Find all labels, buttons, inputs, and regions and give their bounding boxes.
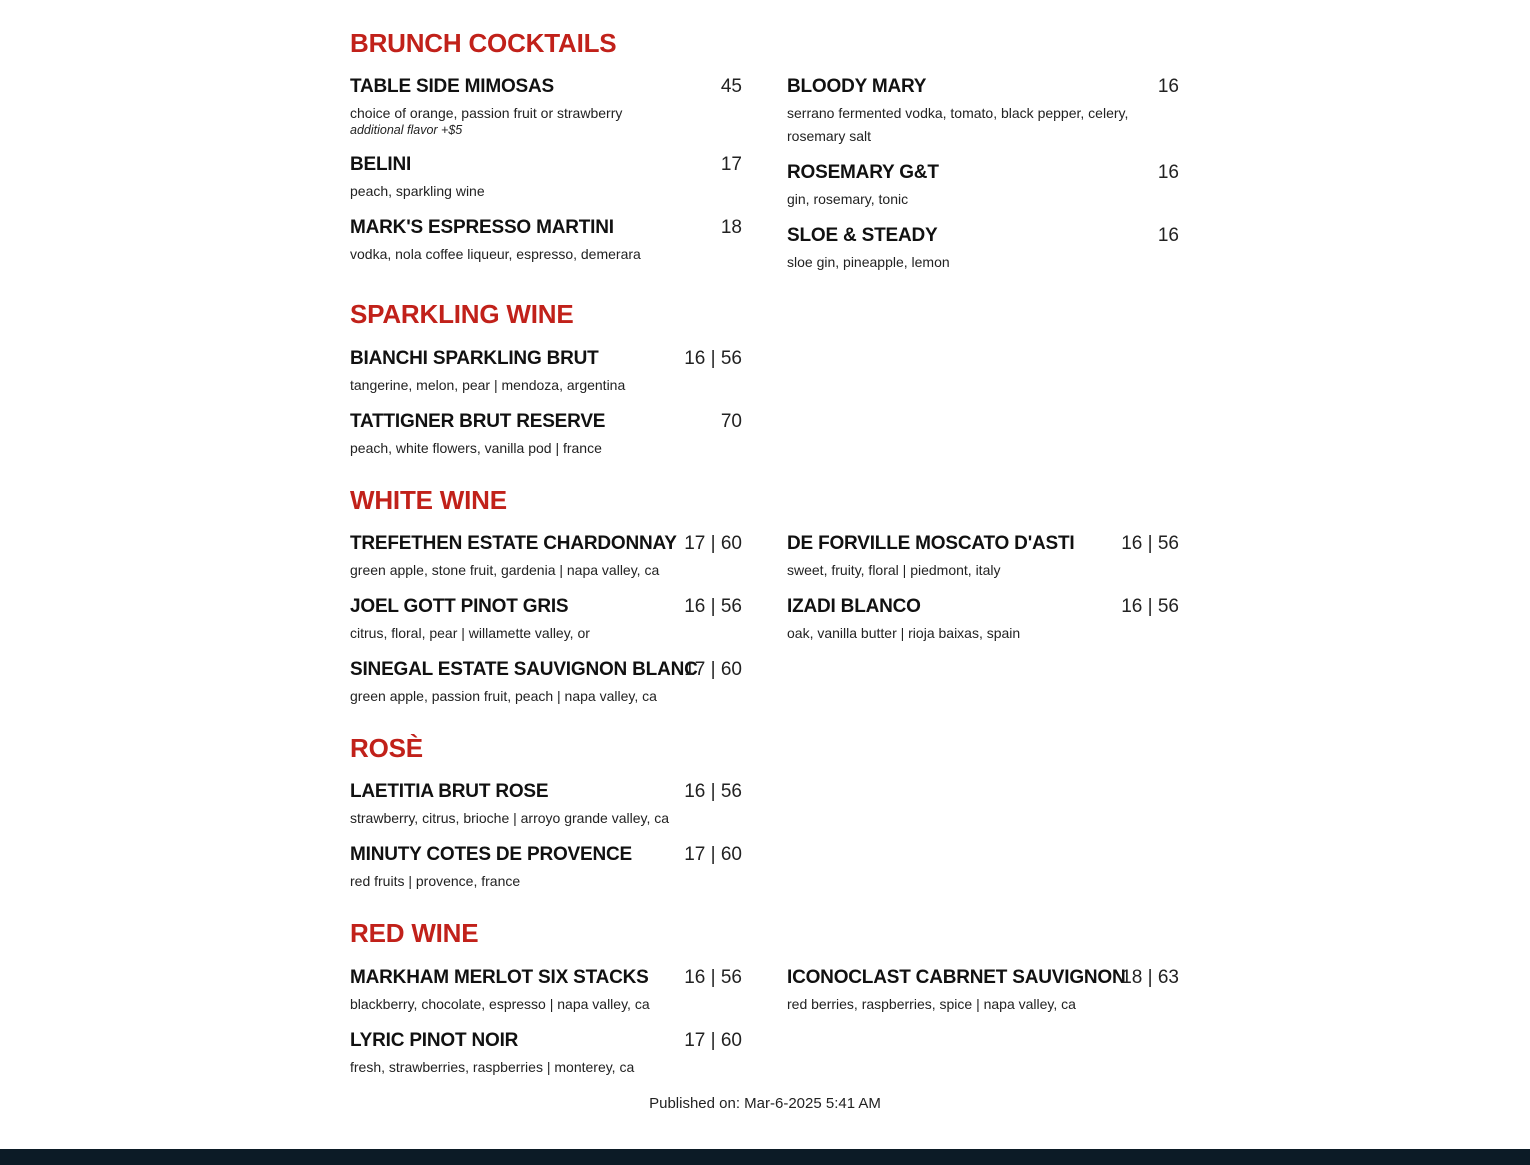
- menu-item: [350, 411, 742, 459]
- item-description: strawberry, citrus, brioche | arroyo grande valley, ca: [350, 810, 670, 826]
- section-title: ROSÈ: [350, 733, 423, 763]
- menu-item: [787, 162, 1179, 210]
- menu-item: [350, 76, 742, 140]
- item-name: MARKHAM MERLOT SIX STACKS: [350, 967, 649, 988]
- item-name: SINEGAL ESTATE SAUVIGNON BLANC: [350, 659, 698, 680]
- menu-item: [350, 533, 742, 581]
- menu-item: [350, 844, 742, 892]
- item-description: fresh, strawberries, raspberries | monterey, ca: [350, 1059, 635, 1075]
- item-description: serrano fermented vodka, tomato, black pepper, celery, rosemary salt: [787, 105, 1129, 144]
- item-description: citrus, floral, pear | willamette valley, or: [350, 625, 590, 641]
- item-description: red berries, raspberries, spice | napa valley, ca: [787, 996, 1076, 1012]
- menu-item: [350, 781, 742, 829]
- item-description: peach, sparkling wine: [350, 183, 485, 199]
- item-price: 16 | 56: [684, 348, 742, 369]
- item-description: gin, rosemary, tonic: [787, 191, 909, 207]
- item-description: blackberry, chocolate, espresso | napa valley, ca: [350, 996, 650, 1012]
- item-name: TABLE SIDE MIMOSAS: [350, 76, 554, 97]
- item-description: sloe gin, pineapple, lemon: [787, 254, 950, 270]
- item-price: 16: [1157, 225, 1179, 246]
- item-description: choice of orange, passion fruit or strawberry: [350, 105, 623, 121]
- item-name: IZADI BLANCO: [787, 596, 921, 617]
- item-price: 45: [720, 76, 742, 97]
- item-description: green apple, stone fruit, gardenia | napa valley, ca: [350, 562, 660, 578]
- menu-item: [350, 596, 742, 644]
- item-description: sweet, fruity, floral | piedmont, italy: [787, 562, 1001, 578]
- item-name: BIANCHI SPARKLING BRUT: [350, 348, 599, 369]
- item-description: oak, vanilla butter | rioja baixas, spain: [787, 625, 1021, 641]
- menu-item: [787, 225, 1179, 273]
- menu-item: [350, 217, 742, 265]
- item-name: BLOODY MARY: [787, 76, 927, 97]
- item-price: 70: [720, 411, 742, 432]
- menu-item: [787, 596, 1179, 644]
- item-description: vodka, nola coffee liqueur, espresso, demerara: [350, 246, 641, 262]
- item-price: 17 | 60: [684, 1030, 742, 1051]
- item-price: 17 | 60: [684, 844, 742, 865]
- menu-item: [787, 76, 1179, 148]
- section-title: RED WINE: [350, 918, 479, 948]
- published-timestamp: Published on: Mar-6-2025 5:41 AM: [649, 1095, 881, 1112]
- section-title: SPARKLING WINE: [350, 299, 574, 329]
- menu-item: [350, 659, 742, 707]
- item-note: additional flavor +$5: [350, 123, 463, 137]
- item-price: 18 | 63: [1121, 967, 1179, 988]
- item-price: 16 | 56: [1121, 533, 1179, 554]
- item-description: peach, white flowers, vanilla pod | france: [350, 440, 602, 456]
- menu-item: [787, 967, 1179, 1015]
- item-name: TATTIGNER BRUT RESERVE: [350, 411, 606, 432]
- item-name: MINUTY COTES DE PROVENCE: [350, 844, 632, 865]
- menu-item: [350, 348, 742, 396]
- item-price: 16: [1157, 76, 1179, 97]
- item-price: 16 | 56: [684, 967, 742, 988]
- section-title: BRUNCH COCKTAILS: [350, 28, 617, 58]
- item-price: 17: [720, 154, 742, 175]
- item-price: 16 | 56: [684, 781, 742, 802]
- item-name: BELINI: [350, 154, 412, 175]
- footer-bar: [0, 1149, 1530, 1165]
- item-name: ROSEMARY G&T: [787, 162, 939, 183]
- item-description: green apple, passion fruit, peach | napa valley, ca: [350, 688, 657, 704]
- item-name: DE FORVILLE MOSCATO D'ASTI: [787, 533, 1075, 554]
- item-name: ICONOCLAST CABRNET SAUVIGNON: [787, 967, 1126, 988]
- menu-item: [350, 154, 742, 202]
- menu-item: [350, 967, 742, 1015]
- menu-item: [350, 1030, 742, 1078]
- item-description: tangerine, melon, pear | mendoza, argentina: [350, 377, 626, 393]
- item-name: LAETITIA BRUT ROSE: [350, 781, 549, 802]
- item-name: SLOE & STEADY: [787, 225, 938, 246]
- item-description: red fruits | provence, france: [350, 873, 521, 889]
- item-price: 16 | 56: [1121, 596, 1179, 617]
- item-price: 17 | 60: [684, 659, 742, 680]
- item-price: 16 | 56: [684, 596, 742, 617]
- section-title: WHITE WINE: [350, 485, 507, 515]
- item-price: 17 | 60: [684, 533, 742, 554]
- item-name: JOEL GOTT PINOT GRIS: [350, 596, 569, 617]
- item-name: MARK'S ESPRESSO MARTINI: [350, 217, 614, 238]
- item-price: 16: [1157, 162, 1179, 183]
- menu-item: [787, 533, 1179, 581]
- item-name: LYRIC PINOT NOIR: [350, 1030, 519, 1051]
- item-price: 18: [720, 217, 742, 238]
- item-name: TREFETHEN ESTATE CHARDONNAY: [350, 533, 677, 554]
